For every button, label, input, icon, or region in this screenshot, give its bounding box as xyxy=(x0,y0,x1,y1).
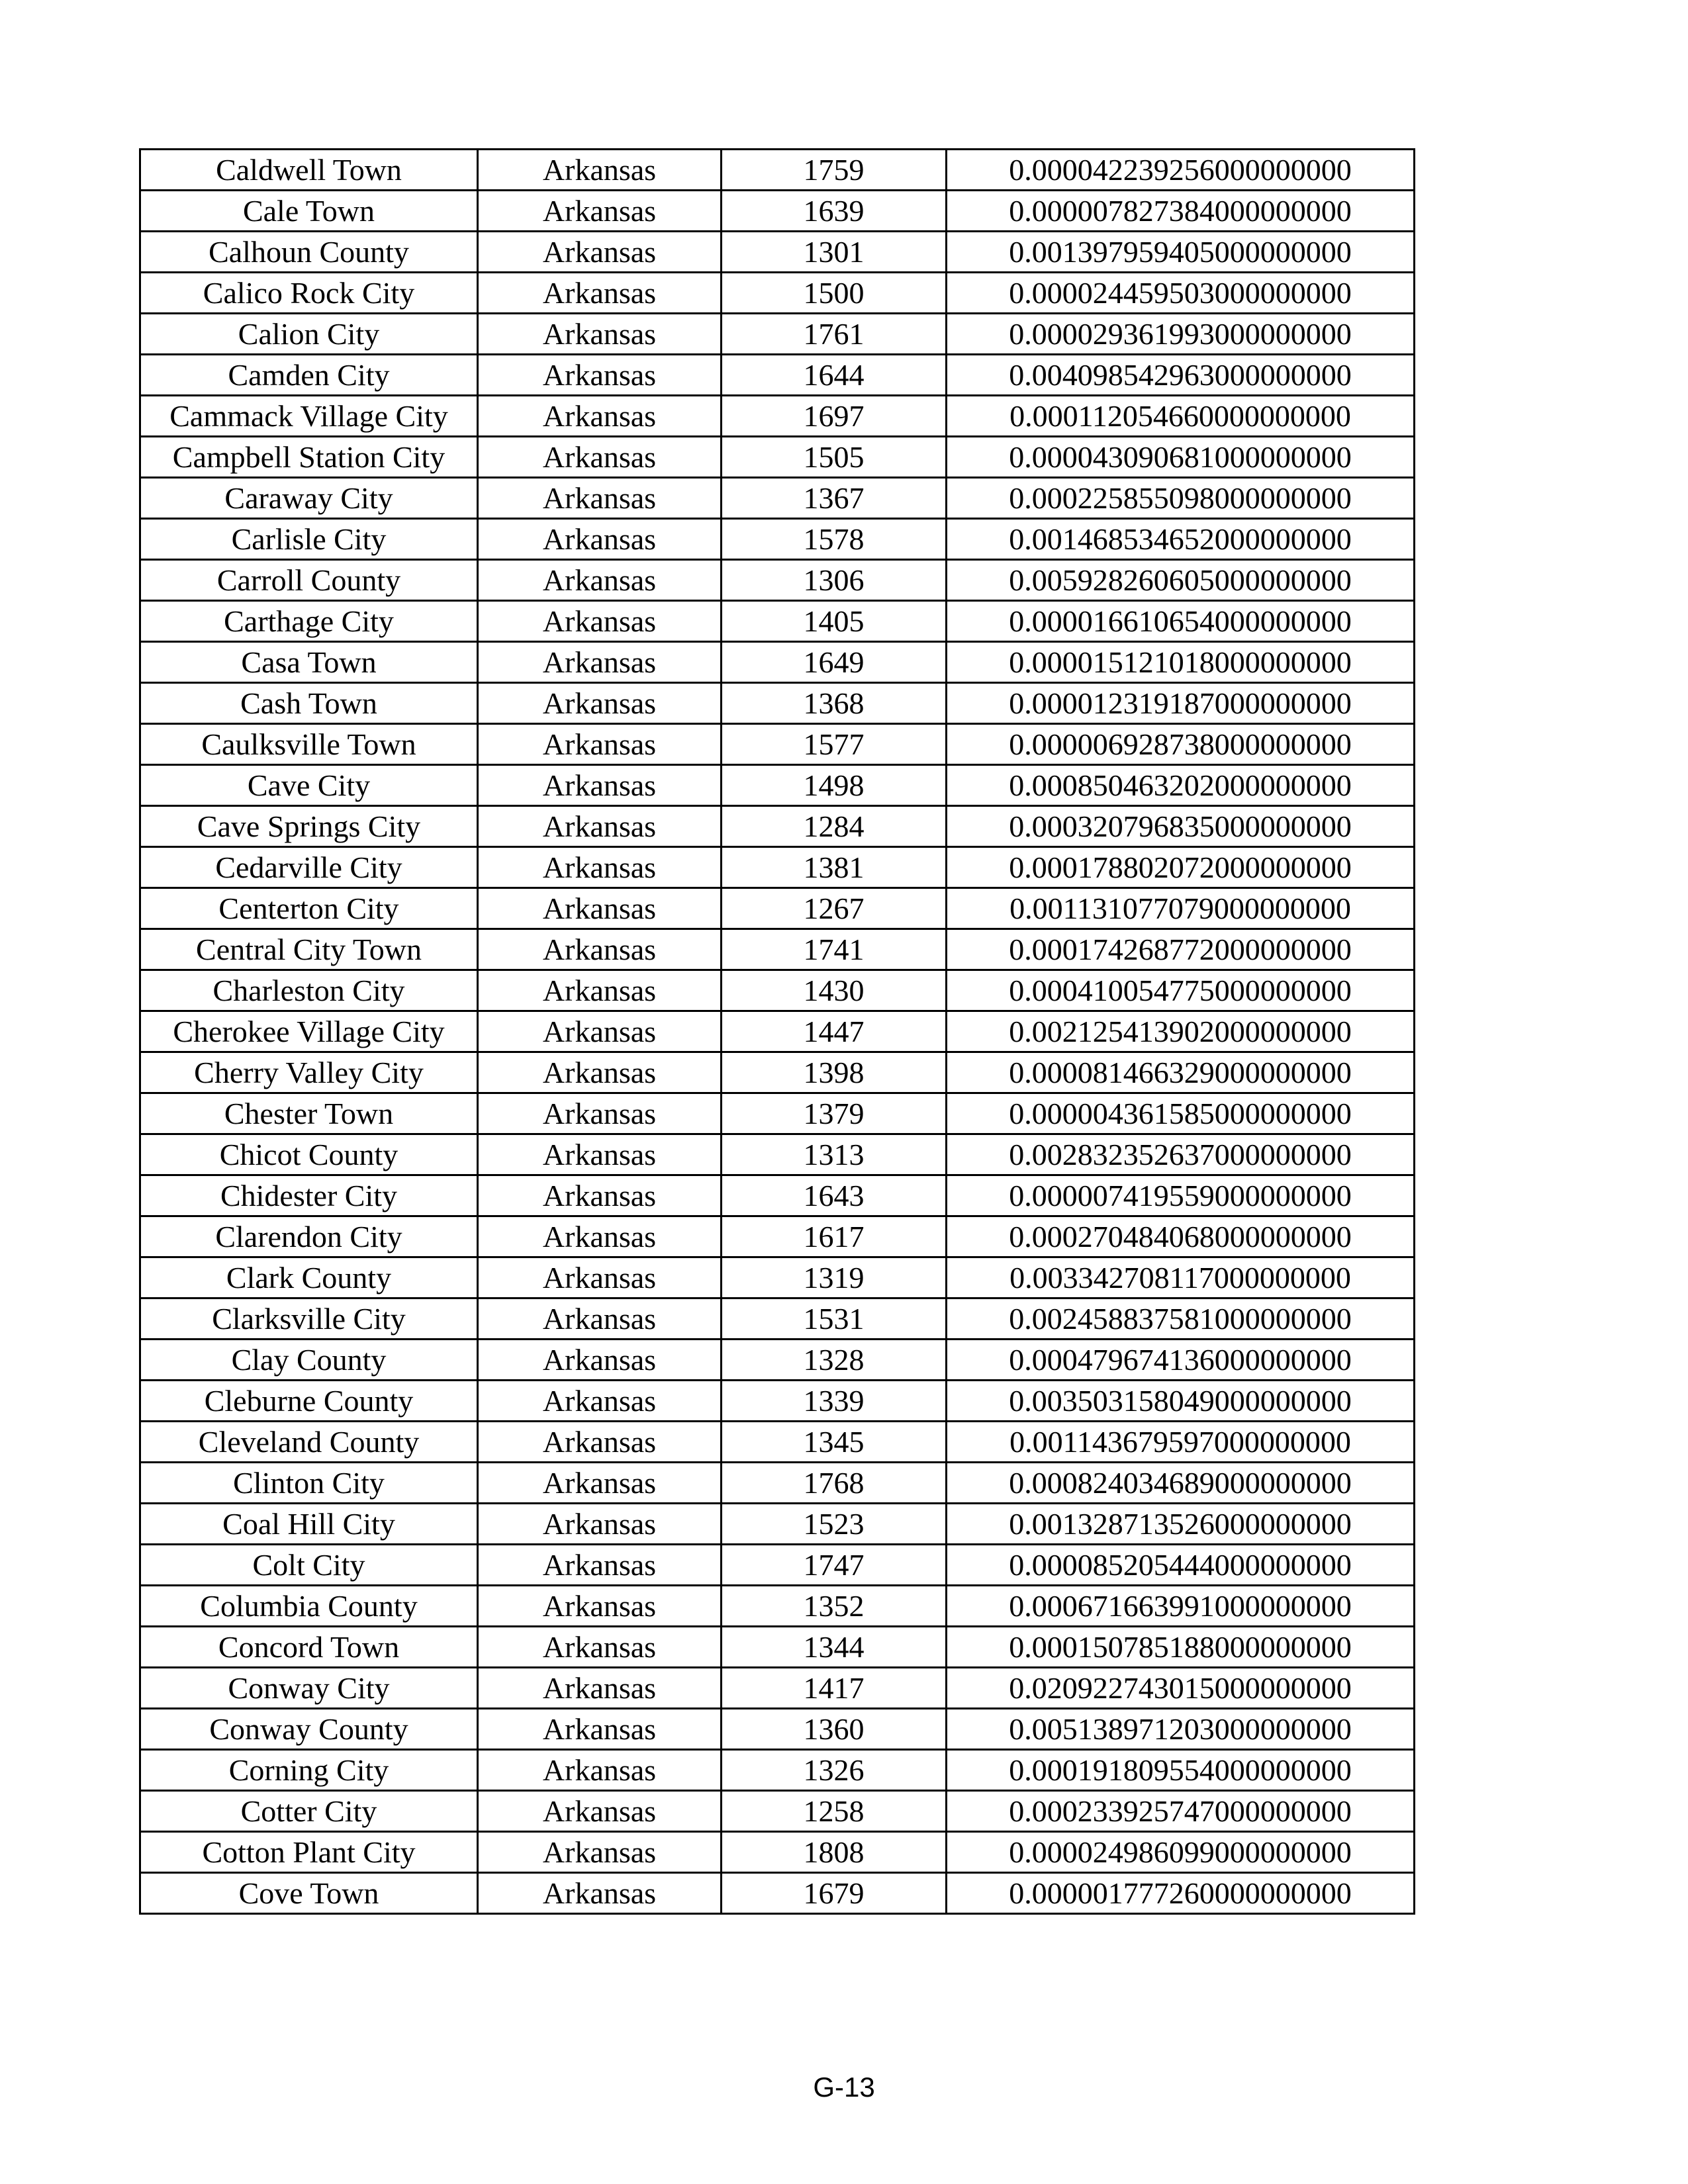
allocation-cell: 0.001143679597000000000 xyxy=(947,1422,1415,1463)
state-cell: Arkansas xyxy=(478,970,722,1011)
table-row xyxy=(140,724,1415,765)
allocation-cell: 0.000007827384000000000 xyxy=(947,191,1415,232)
state-cell: Arkansas xyxy=(478,642,722,683)
code-cell: 1379 xyxy=(722,1093,947,1134)
jurisdiction-cell: Cave Springs City xyxy=(140,806,478,847)
state-cell: Arkansas xyxy=(478,806,722,847)
table-row xyxy=(140,1668,1415,1709)
state-cell: Arkansas xyxy=(478,191,722,232)
jurisdiction-cell: Cave City xyxy=(140,765,478,806)
code-cell: 1328 xyxy=(722,1340,947,1381)
table-row xyxy=(140,437,1415,478)
table-row xyxy=(140,929,1415,970)
jurisdiction-cell: Conway City xyxy=(140,1668,478,1709)
allocation-cell: 0.003342708117000000000 xyxy=(947,1257,1415,1298)
allocation-cell: 0.000191809554000000000 xyxy=(947,1750,1415,1791)
table-row xyxy=(140,1011,1415,1052)
code-cell: 1578 xyxy=(722,519,947,560)
jurisdiction-cell: Cotter City xyxy=(140,1791,478,1832)
code-cell: 1808 xyxy=(722,1832,947,1873)
code-cell: 1649 xyxy=(722,642,947,683)
table-row xyxy=(140,642,1415,683)
table-row xyxy=(140,1832,1415,1873)
allocation-cell: 0.000006928738000000000 xyxy=(947,724,1415,765)
table-row xyxy=(140,560,1415,601)
table-row xyxy=(140,1463,1415,1504)
jurisdiction-cell: Calhoun County xyxy=(140,232,478,273)
allocation-cell: 0.000824034689000000000 xyxy=(947,1463,1415,1504)
table-row xyxy=(140,191,1415,232)
table-row xyxy=(140,1216,1415,1257)
allocation-cell: 0.000233925747000000000 xyxy=(947,1791,1415,1832)
allocation-cell: 0.002832352637000000000 xyxy=(947,1134,1415,1175)
state-cell: Arkansas xyxy=(478,1627,722,1668)
state-cell: Arkansas xyxy=(478,847,722,888)
allocation-cell: 0.000029361993000000000 xyxy=(947,314,1415,355)
state-cell: Arkansas xyxy=(478,1832,722,1873)
code-cell: 1306 xyxy=(722,560,947,601)
jurisdiction-cell: Cherokee Village City xyxy=(140,1011,478,1052)
table-row xyxy=(140,1422,1415,1463)
code-cell: 1759 xyxy=(722,150,947,191)
code-cell: 1644 xyxy=(722,355,947,396)
jurisdiction-cell: Chidester City xyxy=(140,1175,478,1216)
code-cell: 1405 xyxy=(722,601,947,642)
allocation-cell: 0.000007419559000000000 xyxy=(947,1175,1415,1216)
table-row xyxy=(140,806,1415,847)
code-cell: 1761 xyxy=(722,314,947,355)
code-cell: 1505 xyxy=(722,437,947,478)
state-cell: Arkansas xyxy=(478,1216,722,1257)
state-cell: Arkansas xyxy=(478,1340,722,1381)
allocation-table xyxy=(139,148,1415,1915)
state-cell: Arkansas xyxy=(478,1381,722,1422)
jurisdiction-cell: Calion City xyxy=(140,314,478,355)
state-cell: Arkansas xyxy=(478,1257,722,1298)
allocation-cell: 0.000270484068000000000 xyxy=(947,1216,1415,1257)
table-row xyxy=(140,1545,1415,1586)
allocation-cell: 0.000012319187000000000 xyxy=(947,683,1415,724)
jurisdiction-cell: Colt City xyxy=(140,1545,478,1586)
code-cell: 1697 xyxy=(722,396,947,437)
allocation-cell: 0.000671663991000000000 xyxy=(947,1586,1415,1627)
allocation-cell: 0.000225855098000000000 xyxy=(947,478,1415,519)
state-cell: Arkansas xyxy=(478,1504,722,1545)
jurisdiction-cell: Cedarville City xyxy=(140,847,478,888)
allocation-cell: 0.005138971203000000000 xyxy=(947,1709,1415,1750)
code-cell: 1643 xyxy=(722,1175,947,1216)
code-cell: 1319 xyxy=(722,1257,947,1298)
state-cell: Arkansas xyxy=(478,232,722,273)
state-cell: Arkansas xyxy=(478,765,722,806)
jurisdiction-cell: Caraway City xyxy=(140,478,478,519)
code-cell: 1284 xyxy=(722,806,947,847)
table-row xyxy=(140,970,1415,1011)
code-cell: 1447 xyxy=(722,1011,947,1052)
jurisdiction-cell: Coal Hill City xyxy=(140,1504,478,1545)
allocation-cell: 0.004098542963000000000 xyxy=(947,355,1415,396)
table-row xyxy=(140,1750,1415,1791)
allocation-cell: 0.001328713526000000000 xyxy=(947,1504,1415,1545)
code-cell: 1339 xyxy=(722,1381,947,1422)
code-cell: 1344 xyxy=(722,1627,947,1668)
jurisdiction-cell: Charleston City xyxy=(140,970,478,1011)
code-cell: 1313 xyxy=(722,1134,947,1175)
allocation-cell: 0.002125413902000000000 xyxy=(947,1011,1415,1052)
table-row xyxy=(140,1175,1415,1216)
table-row xyxy=(140,1340,1415,1381)
allocation-cell: 0.000150785188000000000 xyxy=(947,1627,1415,1668)
state-cell: Arkansas xyxy=(478,1873,722,1914)
table-row xyxy=(140,396,1415,437)
state-cell: Arkansas xyxy=(478,601,722,642)
jurisdiction-cell: Conway County xyxy=(140,1709,478,1750)
code-cell: 1267 xyxy=(722,888,947,929)
code-cell: 1498 xyxy=(722,765,947,806)
table-row xyxy=(140,150,1415,191)
state-cell: Arkansas xyxy=(478,437,722,478)
table-row xyxy=(140,1709,1415,1750)
table-row xyxy=(140,765,1415,806)
code-cell: 1679 xyxy=(722,1873,947,1914)
state-cell: Arkansas xyxy=(478,724,722,765)
code-cell: 1523 xyxy=(722,1504,947,1545)
state-cell: Arkansas xyxy=(478,1750,722,1791)
allocation-cell: 0.000016610654000000000 xyxy=(947,601,1415,642)
table-row xyxy=(140,1586,1415,1627)
page-number: G-13 xyxy=(813,2071,875,2103)
jurisdiction-cell: Clay County xyxy=(140,1340,478,1381)
allocation-cell: 0.000174268772000000000 xyxy=(947,929,1415,970)
code-cell: 1368 xyxy=(722,683,947,724)
code-cell: 1301 xyxy=(722,232,947,273)
code-cell: 1345 xyxy=(722,1422,947,1463)
jurisdiction-cell: Cleburne County xyxy=(140,1381,478,1422)
state-cell: Arkansas xyxy=(478,683,722,724)
table-row xyxy=(140,1791,1415,1832)
jurisdiction-cell: Cherry Valley City xyxy=(140,1052,478,1093)
allocation-cell: 0.000001777260000000000 xyxy=(947,1873,1415,1914)
table-row xyxy=(140,847,1415,888)
code-cell: 1617 xyxy=(722,1216,947,1257)
jurisdiction-cell: Central City Town xyxy=(140,929,478,970)
table-row xyxy=(140,519,1415,560)
allocation-cell: 0.000410054775000000000 xyxy=(947,970,1415,1011)
allocation-cell: 0.001131077079000000000 xyxy=(947,888,1415,929)
state-cell: Arkansas xyxy=(478,478,722,519)
jurisdiction-cell: Chester Town xyxy=(140,1093,478,1134)
jurisdiction-cell: Concord Town xyxy=(140,1627,478,1668)
allocation-cell: 0.005928260605000000000 xyxy=(947,560,1415,601)
table-row xyxy=(140,888,1415,929)
allocation-cell: 0.000479674136000000000 xyxy=(947,1340,1415,1381)
state-cell: Arkansas xyxy=(478,560,722,601)
code-cell: 1326 xyxy=(722,1750,947,1791)
jurisdiction-cell: Camden City xyxy=(140,355,478,396)
table-row xyxy=(140,1052,1415,1093)
jurisdiction-cell: Caulksville Town xyxy=(140,724,478,765)
state-cell: Arkansas xyxy=(478,1668,722,1709)
jurisdiction-cell: Clark County xyxy=(140,1257,478,1298)
allocation-cell: 0.000850463202000000000 xyxy=(947,765,1415,806)
jurisdiction-cell: Campbell Station City xyxy=(140,437,478,478)
table-row xyxy=(140,232,1415,273)
table-row xyxy=(140,1298,1415,1340)
state-cell: Arkansas xyxy=(478,1175,722,1216)
jurisdiction-cell: Cale Town xyxy=(140,191,478,232)
state-cell: Arkansas xyxy=(478,1298,722,1340)
jurisdiction-cell: Cleveland County xyxy=(140,1422,478,1463)
state-cell: Arkansas xyxy=(478,355,722,396)
jurisdiction-cell: Cotton Plant City xyxy=(140,1832,478,1873)
state-cell: Arkansas xyxy=(478,1011,722,1052)
code-cell: 1500 xyxy=(722,273,947,314)
state-cell: Arkansas xyxy=(478,1709,722,1750)
code-cell: 1398 xyxy=(722,1052,947,1093)
table-row xyxy=(140,1134,1415,1175)
jurisdiction-cell: Calico Rock City xyxy=(140,273,478,314)
table-body xyxy=(140,150,1415,1914)
table-row xyxy=(140,1627,1415,1668)
table-row xyxy=(140,1257,1415,1298)
jurisdiction-cell: Caldwell Town xyxy=(140,150,478,191)
code-cell: 1741 xyxy=(722,929,947,970)
code-cell: 1417 xyxy=(722,1668,947,1709)
state-cell: Arkansas xyxy=(478,1052,722,1093)
jurisdiction-cell: Carthage City xyxy=(140,601,478,642)
state-cell: Arkansas xyxy=(478,150,722,191)
allocation-cell: 0.000042239256000000000 xyxy=(947,150,1415,191)
state-cell: Arkansas xyxy=(478,1422,722,1463)
code-cell: 1531 xyxy=(722,1298,947,1340)
table-row xyxy=(140,314,1415,355)
table-row xyxy=(140,1093,1415,1134)
jurisdiction-cell: Cove Town xyxy=(140,1873,478,1914)
state-cell: Arkansas xyxy=(478,396,722,437)
jurisdiction-cell: Casa Town xyxy=(140,642,478,683)
allocation-cell: 0.000085205444000000000 xyxy=(947,1545,1415,1586)
allocation-cell: 0.000112054660000000000 xyxy=(947,396,1415,437)
jurisdiction-cell: Carlisle City xyxy=(140,519,478,560)
state-cell: Arkansas xyxy=(478,1134,722,1175)
allocation-cell: 0.000320796835000000000 xyxy=(947,806,1415,847)
state-cell: Arkansas xyxy=(478,1791,722,1832)
code-cell: 1430 xyxy=(722,970,947,1011)
state-cell: Arkansas xyxy=(478,1093,722,1134)
state-cell: Arkansas xyxy=(478,1586,722,1627)
jurisdiction-cell: Chicot County xyxy=(140,1134,478,1175)
jurisdiction-cell: Columbia County xyxy=(140,1586,478,1627)
allocation-cell: 0.000178802072000000000 xyxy=(947,847,1415,888)
state-cell: Arkansas xyxy=(478,1463,722,1504)
jurisdiction-cell: Clinton City xyxy=(140,1463,478,1504)
allocation-cell: 0.000043090681000000000 xyxy=(947,437,1415,478)
code-cell: 1258 xyxy=(722,1791,947,1832)
allocation-cell: 0.001468534652000000000 xyxy=(947,519,1415,560)
table-row xyxy=(140,601,1415,642)
allocation-cell: 0.020922743015000000000 xyxy=(947,1668,1415,1709)
state-cell: Arkansas xyxy=(478,888,722,929)
state-cell: Arkansas xyxy=(478,1545,722,1586)
allocation-cell: 0.003503158049000000000 xyxy=(947,1381,1415,1422)
code-cell: 1360 xyxy=(722,1709,947,1750)
code-cell: 1352 xyxy=(722,1586,947,1627)
code-cell: 1768 xyxy=(722,1463,947,1504)
jurisdiction-cell: Cammack Village City xyxy=(140,396,478,437)
code-cell: 1367 xyxy=(722,478,947,519)
jurisdiction-cell: Centerton City xyxy=(140,888,478,929)
allocation-cell: 0.000024986099000000000 xyxy=(947,1832,1415,1873)
table-row xyxy=(140,478,1415,519)
jurisdiction-cell: Clarendon City xyxy=(140,1216,478,1257)
allocation-cell: 0.000004361585000000000 xyxy=(947,1093,1415,1134)
jurisdiction-cell: Clarksville City xyxy=(140,1298,478,1340)
table-row xyxy=(140,1381,1415,1422)
allocation-cell: 0.000081466329000000000 xyxy=(947,1052,1415,1093)
jurisdiction-cell: Corning City xyxy=(140,1750,478,1791)
table-row xyxy=(140,273,1415,314)
allocation-cell: 0.000015121018000000000 xyxy=(947,642,1415,683)
allocation-cell: 0.000024459503000000000 xyxy=(947,273,1415,314)
code-cell: 1577 xyxy=(722,724,947,765)
table-row xyxy=(140,1873,1415,1914)
state-cell: Arkansas xyxy=(478,273,722,314)
state-cell: Arkansas xyxy=(478,314,722,355)
jurisdiction-cell: Cash Town xyxy=(140,683,478,724)
allocation-cell: 0.002458837581000000000 xyxy=(947,1298,1415,1340)
allocation-cell: 0.001397959405000000000 xyxy=(947,232,1415,273)
code-cell: 1747 xyxy=(722,1545,947,1586)
code-cell: 1639 xyxy=(722,191,947,232)
state-cell: Arkansas xyxy=(478,519,722,560)
code-cell: 1381 xyxy=(722,847,947,888)
jurisdiction-cell: Carroll County xyxy=(140,560,478,601)
table-row xyxy=(140,355,1415,396)
table-row xyxy=(140,1504,1415,1545)
state-cell: Arkansas xyxy=(478,929,722,970)
table-row xyxy=(140,683,1415,724)
